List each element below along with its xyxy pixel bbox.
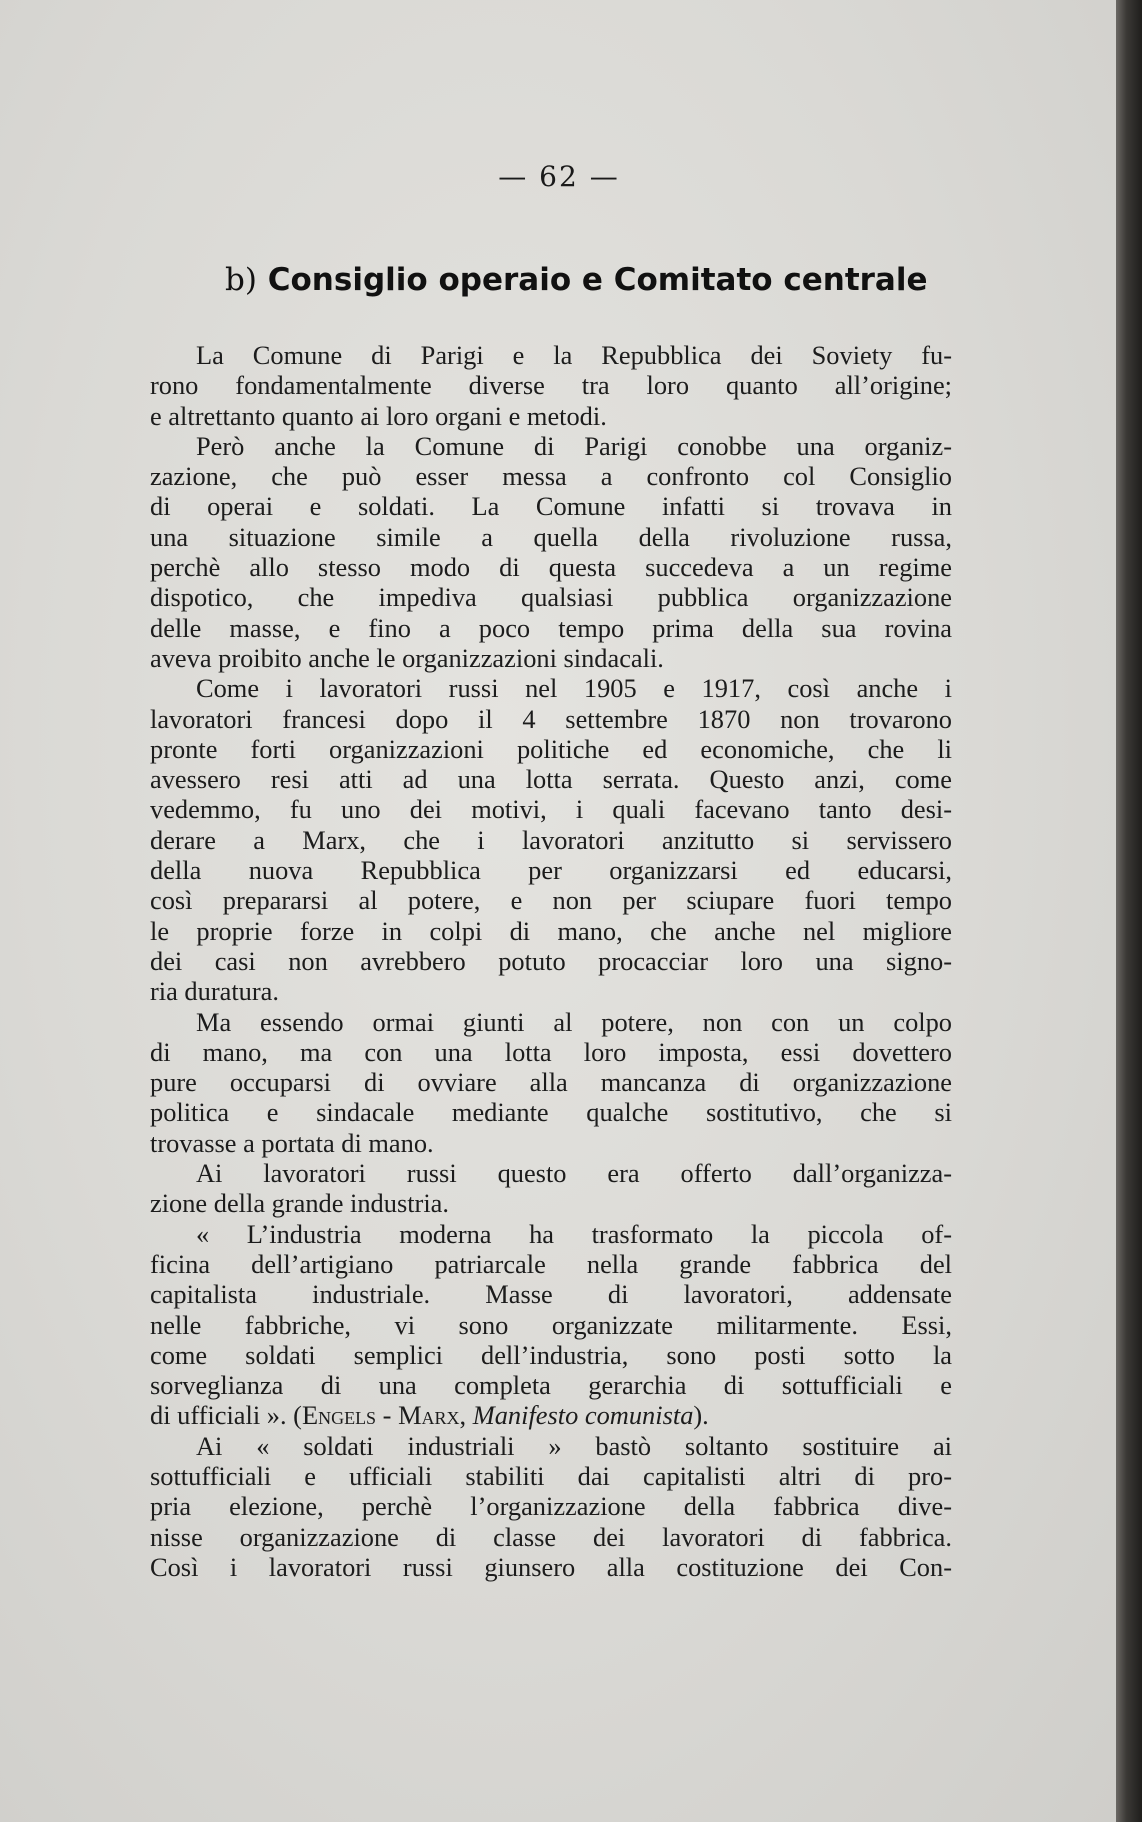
text-line: aveva proibito anche le organizzazioni sindacali. (150, 642, 664, 673)
text-line: di operai e soldati. La Comune infatti si trovava in (150, 491, 952, 522)
text-segment: ). (693, 1400, 709, 1431)
text-line: zione della grande industria. (150, 1188, 449, 1219)
text-line: La Comune di Parigi e la Repubblica dei Soviety fu- (196, 340, 952, 370)
text-line: trovasse a portata di mano. (150, 1127, 434, 1158)
text-segment: Marx (398, 1400, 460, 1431)
body-text (150, 340, 952, 1582)
text-line: nisse organizzazione di classe dei lavoratori di fabbrica. (150, 1521, 952, 1552)
text-line: dispotico, che impediva qualsiasi pubblica organizzazione (150, 582, 952, 613)
text-line: come soldati semplici dell’industria, sono posti sotto la (150, 1339, 952, 1370)
text-line: Ai lavoratori russi questo era offerto dall’organizza- (196, 1158, 952, 1189)
text-line: delle masse, e fino a poco tempo prima della sua rovina (150, 612, 952, 643)
text-line (150, 1400, 952, 1430)
text-line: derare a Marx, che i lavoratori anzitutto si servissero (150, 824, 952, 855)
text-line: della nuova Repubblica per organizzarsi ed educarsi, (150, 855, 952, 886)
text-line: « L’industria moderna ha trasformato la piccola of- (196, 1218, 952, 1249)
text-line: avessero resi atti ad una lotta serrata. Questo anzi, come (150, 764, 952, 795)
text-line: ficina dell’artigiano patriarcale nella grande fabbrica del (150, 1248, 952, 1279)
text-line: pronte forti organizzazioni politiche ed economiche, che li (150, 733, 952, 764)
text-line: e altrettanto quanto ai loro organi e metodi. (150, 400, 607, 431)
text-line: perchè allo stesso modo di questa succedeva a un regime (150, 552, 952, 583)
text-line: Però anche la Comune di Parigi conobbe una organiz- (196, 430, 952, 461)
text-line: le proprie forze in colpi di mano, che anche nel migliore (150, 915, 952, 946)
text-segment: Engels (301, 1400, 377, 1431)
section-marker: b) (225, 262, 257, 298)
text-line: vedemmo, fu uno dei motivi, i quali facevano tanto desi- (150, 794, 952, 825)
text-line: pria elezione, perchè l’organizzazione della fabbrica dive- (150, 1491, 952, 1522)
text-line: Così i lavoratori russi giunsero alla costituzione dei Con- (150, 1551, 952, 1582)
text-line: sottufficiali e ufficiali stabiliti dai capitalisti altri di pro- (150, 1460, 952, 1491)
text-line: sorveglianza di una completa gerarchia di sottufficiali e (150, 1370, 952, 1401)
text-line: Ma essendo ormai giunti al potere, non con un colpo (196, 1006, 952, 1037)
text-line: Ai « soldati industriali » bastò soltanto sostituire ai (196, 1430, 952, 1461)
text-line: capitalista industriale. Masse di lavoratori, addensate (150, 1279, 952, 1310)
text-line: una situazione simile a quella della rivoluzione russa, (150, 521, 952, 552)
text-line: pure occuparsi di ovviare alla mancanza di organizzazione (150, 1067, 952, 1098)
text-line: politica e sindacale mediante qualche sostitutivo, che si (150, 1097, 952, 1128)
book-spine-shadow (1116, 0, 1142, 1822)
section-title: Consiglio operaio e Comitato centrale (267, 262, 928, 298)
section-heading (225, 262, 928, 298)
text-segment: , (459, 1400, 473, 1431)
text-line: di mano, ma con una lotta loro imposta, essi dovettero (150, 1036, 952, 1067)
text-line: ria duratura. (150, 976, 279, 1007)
text-line: zazione, che può esser messa a confronto col Consiglio (150, 461, 952, 492)
page-number: — 62 — (498, 160, 620, 193)
text-line: Come i lavoratori russi nel 1905 e 1917, così anche i (196, 673, 952, 704)
text-line: così prepararsi al potere, e non per sciupare fuori tempo (150, 885, 952, 916)
text-line: rono fondamentalmente diverse tra loro quanto all’origine; (150, 370, 952, 401)
text-segment: Manifesto comunista (472, 1400, 694, 1431)
text-segment: di ufficiali ». ( (150, 1400, 302, 1431)
text-segment: - (376, 1400, 399, 1431)
text-line: dei casi non avrebbero potuto procacciar loro una signo- (150, 945, 952, 976)
text-line: nelle fabbriche, vi sono organizzate militarmente. Essi, (150, 1309, 952, 1340)
text-line: lavoratori francesi dopo il 4 settembre 1870 non trovarono (150, 703, 952, 734)
